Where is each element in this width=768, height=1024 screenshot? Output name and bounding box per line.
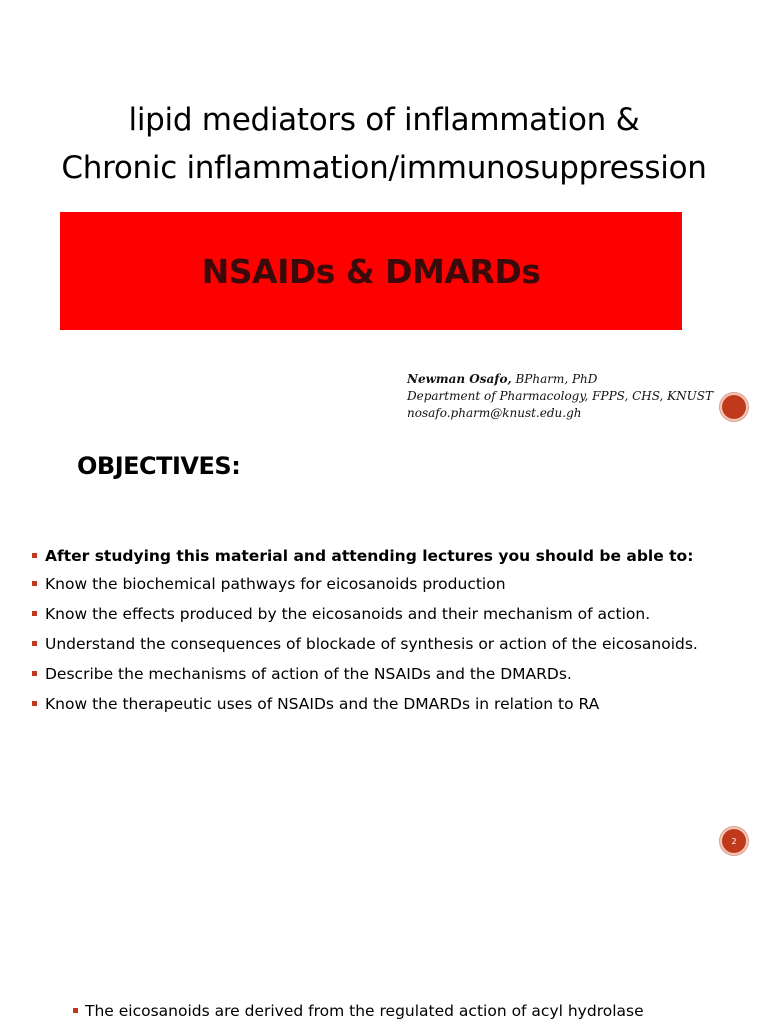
- author-credentials: BPharm, PhD: [511, 372, 598, 386]
- list-item: [32, 604, 732, 624]
- author-name: Newman Osafo,: [407, 372, 512, 386]
- slide-1: [0, 0, 768, 430]
- page-number-badge: [722, 829, 746, 853]
- bullet-icon: [32, 641, 37, 646]
- objectives-list: [32, 546, 732, 724]
- list-item: [32, 664, 732, 684]
- bullet-icon: [32, 701, 37, 706]
- author-line: [407, 371, 713, 388]
- slide-3: [0, 980, 768, 1024]
- slide-2: [0, 430, 768, 980]
- title-banner: [60, 212, 682, 330]
- bullet-icon: [32, 671, 37, 676]
- bullet-icon: [32, 611, 37, 616]
- list-item: [32, 574, 732, 594]
- bullet-text: The eicosanoids are derived from the regulated action of acyl hydrolase: [85, 1002, 644, 1020]
- bullet-icon: [73, 1008, 78, 1013]
- bullet-icon: [32, 581, 37, 586]
- bullet-text: Know the biochemical pathways for eicosanoids production: [45, 575, 506, 593]
- list-item: [73, 1001, 644, 1021]
- bullet-text: Know the therapeutic uses of NSAIDs and the DMARDs in relation to RA: [45, 695, 600, 713]
- list-item: [32, 694, 732, 714]
- title-line-2: Chronic inflammation/immunosuppression: [61, 150, 707, 186]
- list-item: [32, 546, 732, 566]
- slide-title: [0, 96, 768, 192]
- objectives-heading: OBJECTIVES:: [77, 452, 241, 480]
- title-line-1: lipid mediators of inflammation &: [128, 102, 640, 138]
- bullet-text: Know the effects produced by the eicosanoids and their mechanism of action.: [45, 605, 651, 623]
- bullet-icon: [32, 553, 37, 558]
- banner-text: NSAIDs & DMARDs: [201, 251, 541, 291]
- author-block: [407, 371, 713, 422]
- list-item: [32, 634, 732, 654]
- page-number-badge: [722, 395, 746, 419]
- bullet-text: After studying this material and attending lectures you should be able to:: [45, 547, 694, 565]
- author-email: nosafo.pharm@knust.edu.gh: [407, 406, 582, 420]
- page-number: 2: [731, 836, 737, 846]
- author-department: Department of Pharmacology, FPPS, CHS, KNUST: [407, 389, 713, 403]
- bullet-text: Describe the mechanisms of action of the NSAIDs and the DMARDs.: [45, 665, 572, 683]
- bullet-text: Understand the consequences of blockade of synthesis or action of the eicosanoids.: [45, 635, 698, 653]
